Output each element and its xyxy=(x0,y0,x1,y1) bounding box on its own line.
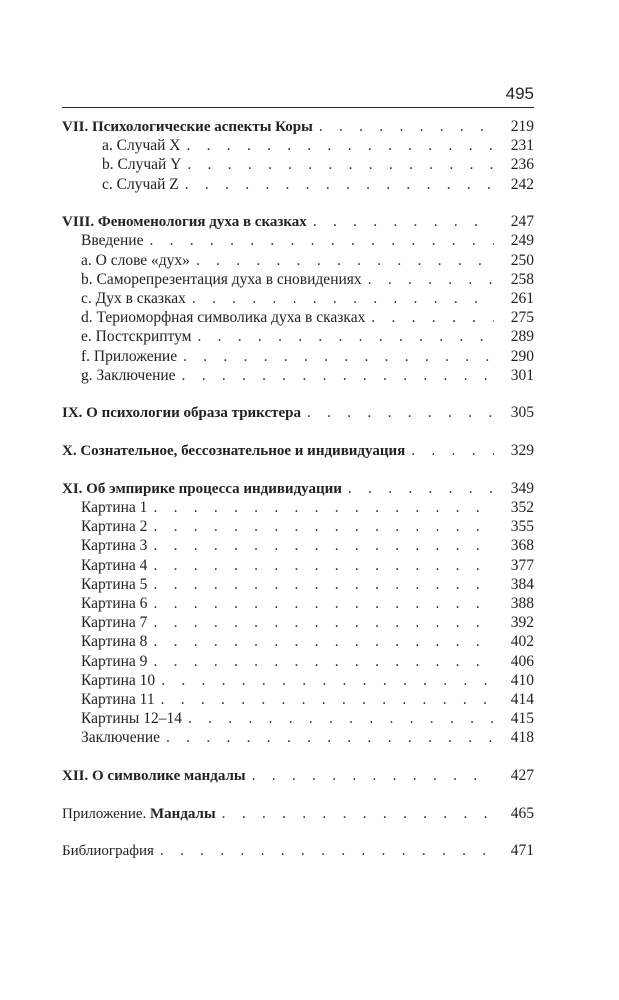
toc-entry xyxy=(62,327,534,346)
toc-entry-page: 258 xyxy=(510,270,534,288)
dot-leader xyxy=(153,613,494,632)
toc-entry xyxy=(62,536,534,555)
toc-entry-page: 352 xyxy=(510,499,534,516)
toc-entry-page: 249 xyxy=(510,232,534,250)
toc-entry-page: 427 xyxy=(510,766,534,784)
toc-entry xyxy=(62,652,534,671)
dot-leader xyxy=(153,652,494,671)
toc-entry-page: 418 xyxy=(510,729,534,747)
dot-leader xyxy=(188,709,494,728)
dot-leader xyxy=(166,728,494,747)
toc-chapter-entry xyxy=(62,804,534,823)
toc-chapter-entry xyxy=(62,841,534,860)
toc-entry-page: 392 xyxy=(510,614,534,632)
toc-entry xyxy=(62,251,534,270)
dot-leader xyxy=(182,366,494,385)
toc-entry-title: e. Постскриптум xyxy=(81,328,192,346)
header-rule xyxy=(62,107,534,108)
toc-entry-title: Картина 2 xyxy=(81,518,148,536)
dot-leader xyxy=(153,632,494,651)
toc-entry-page: 329 xyxy=(510,442,534,460)
toc-chapter-entry xyxy=(62,441,534,460)
toc-entry xyxy=(62,498,534,517)
dot-leader xyxy=(307,403,494,422)
toc-entry-title: VII. Психологические аспекты Коры xyxy=(62,119,313,135)
dot-leader xyxy=(197,327,494,346)
dot-leader xyxy=(313,212,494,231)
toc-chapter-entry xyxy=(62,403,534,422)
toc-entry-page: 355 xyxy=(510,518,534,536)
toc-entry-title: Заключение xyxy=(81,729,161,747)
toc-entry-title: Картина 10 xyxy=(81,671,156,689)
dot-leader xyxy=(153,575,494,594)
toc-entry-page: 247 xyxy=(510,213,534,231)
toc-entry-title: XI. Об эмпирике процесса индивидуации xyxy=(62,480,342,497)
toc-entry-page: 305 xyxy=(510,404,534,422)
toc-entry xyxy=(62,575,534,594)
toc-entry-title-plain: Библиография xyxy=(62,843,154,860)
toc-entry-title: Картина 1 xyxy=(81,499,148,516)
toc-entry-title-plain: Приложение. xyxy=(62,805,151,822)
dot-leader xyxy=(348,479,494,498)
toc-entry-page: 219 xyxy=(510,118,534,135)
toc-entry-page: 368 xyxy=(510,537,534,555)
toc-entry-page: 242 xyxy=(510,175,534,193)
toc-entry-title: IX. О психологии образа трикстера xyxy=(62,405,301,422)
toc-entry-page: 301 xyxy=(510,366,534,384)
toc-entry-title-bold: Мандалы xyxy=(150,805,216,822)
toc-entry xyxy=(62,613,534,632)
dot-leader xyxy=(192,289,494,308)
toc-entry-page: 402 xyxy=(510,633,534,651)
toc-chapter-entry xyxy=(62,766,534,785)
dot-leader xyxy=(222,804,494,823)
toc-entry-title: Картина 3 xyxy=(81,537,148,555)
toc-entry xyxy=(62,366,534,385)
toc-entry-title: a. Случай X xyxy=(102,137,181,155)
toc-entry-page: 471 xyxy=(510,842,534,860)
dot-leader xyxy=(187,155,494,174)
toc-entry-title: b. Саморепрезентация духа в сновидениях xyxy=(81,270,362,288)
toc-entry-page: 415 xyxy=(510,710,534,728)
toc-entry-title: g. Заключение xyxy=(81,366,176,384)
toc-entry-page: 406 xyxy=(510,652,534,670)
dot-leader xyxy=(319,117,494,136)
toc-entry-page: 465 xyxy=(510,804,534,822)
toc-entry xyxy=(62,155,534,174)
dot-leader xyxy=(149,231,494,250)
toc-entry-title: f. Приложение xyxy=(81,347,178,365)
toc-chapter-entry xyxy=(62,479,534,498)
toc-entry-page: 275 xyxy=(510,309,534,327)
toc-entry-title: XII. О символике мандалы xyxy=(62,767,246,784)
toc-entry-page: 377 xyxy=(510,556,534,574)
toc-entry-title: X. Сознательное, бессознательное и индивидуация xyxy=(62,443,406,460)
toc-entry-title: a. О слове «дух» xyxy=(81,251,190,269)
toc-entry-title: b. Случай Y xyxy=(102,156,182,174)
toc-entry xyxy=(62,594,534,613)
toc-entry xyxy=(62,308,534,327)
toc-entry-title: Введение xyxy=(81,232,144,250)
toc-entry xyxy=(62,289,534,308)
toc-entry-page: 261 xyxy=(510,290,534,307)
toc-chapter-entry xyxy=(62,117,534,136)
page-number: 495 xyxy=(505,84,534,103)
toc-entry-page: 384 xyxy=(510,575,534,593)
toc-entry-page: 236 xyxy=(510,156,534,174)
toc-entry-page: 388 xyxy=(510,594,534,612)
toc-entry-title xyxy=(62,842,154,861)
toc-entry xyxy=(62,347,534,366)
toc-entry-title xyxy=(62,805,216,824)
dot-leader xyxy=(183,347,494,366)
toc-entry-title: Картина 6 xyxy=(81,594,148,612)
dot-leader xyxy=(153,498,494,517)
toc-entry-title: Картина 5 xyxy=(81,575,148,593)
dot-leader xyxy=(153,536,494,555)
toc-entry-page: 289 xyxy=(510,328,534,346)
toc-entry-title: c. Дух в сказках xyxy=(81,290,186,307)
toc-entry-page: 290 xyxy=(510,347,534,365)
dot-leader xyxy=(187,136,495,155)
toc-entry-title: Картина 11 xyxy=(81,690,155,708)
table-of-contents xyxy=(62,117,534,861)
dot-leader xyxy=(153,594,494,613)
dot-leader xyxy=(368,270,494,289)
toc-entry-page: 231 xyxy=(510,137,534,155)
dot-leader xyxy=(161,690,494,709)
toc-entry xyxy=(62,632,534,651)
toc-entry xyxy=(62,231,534,250)
toc-entry xyxy=(62,136,534,155)
toc-chapter-entry xyxy=(62,212,534,231)
toc-entry-title: Картина 8 xyxy=(81,633,148,651)
toc-entry-title: Картина 4 xyxy=(81,556,148,574)
dot-leader xyxy=(153,556,494,575)
toc-entry xyxy=(62,175,534,194)
toc-entry xyxy=(62,671,534,690)
dot-leader xyxy=(252,766,494,785)
toc-entry xyxy=(62,270,534,289)
toc-entry-page: 250 xyxy=(510,251,534,269)
toc-entry-title: Картина 7 xyxy=(81,614,148,632)
toc-entry-title: c. Случай Z xyxy=(102,175,179,193)
dot-leader xyxy=(371,308,494,327)
toc-entry xyxy=(62,556,534,575)
dot-leader xyxy=(196,251,494,270)
toc-entry-page: 414 xyxy=(510,690,534,708)
dot-leader xyxy=(411,441,494,460)
toc-entry xyxy=(62,517,534,536)
dot-leader xyxy=(153,517,494,536)
toc-entry xyxy=(62,709,534,728)
dot-leader xyxy=(185,175,494,194)
dot-leader xyxy=(161,671,494,690)
toc-entry-page: 349 xyxy=(510,479,534,497)
toc-entry-title: Картины 12–14 xyxy=(81,710,182,728)
dot-leader xyxy=(160,841,494,860)
toc-entry-title: Картина 9 xyxy=(81,652,148,670)
toc-entry xyxy=(62,690,534,709)
toc-entry-title: VIII. Феноменология духа в сказках xyxy=(62,214,307,231)
toc-entry xyxy=(62,728,534,747)
toc-entry-title: d. Териоморфная символика духа в сказках xyxy=(81,309,366,327)
toc-entry-page: 410 xyxy=(510,671,534,689)
